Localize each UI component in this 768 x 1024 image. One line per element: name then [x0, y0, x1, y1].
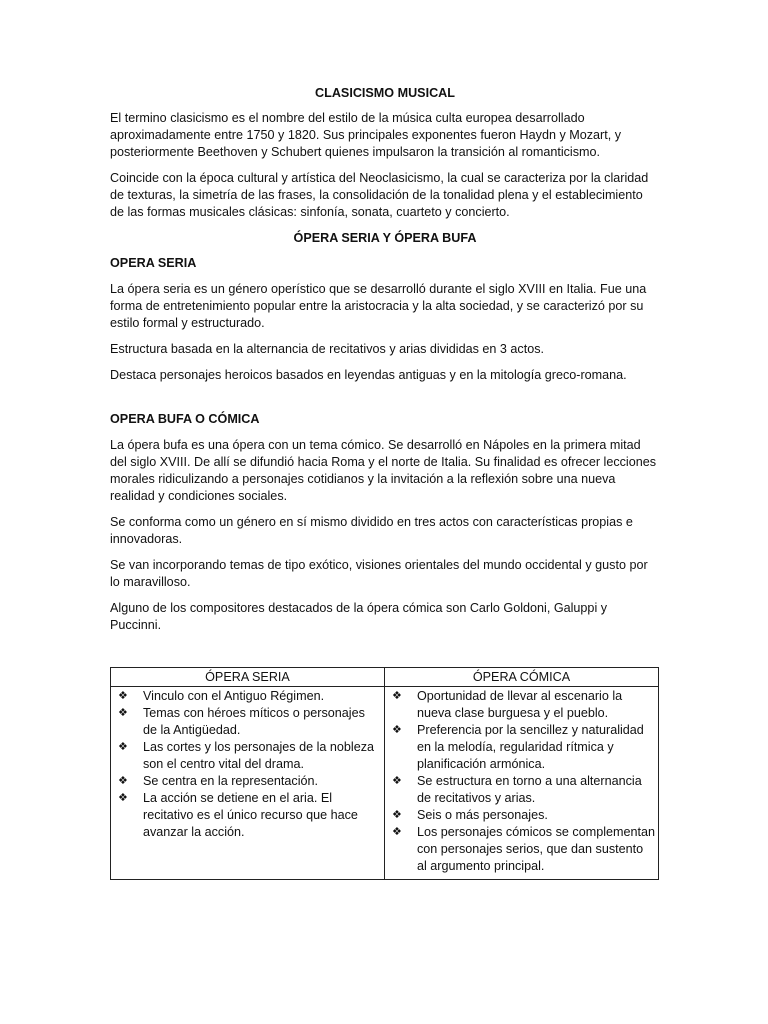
list-item: ❖ Los personajes cómicos se complementan con personajes serios, que dan sustento al argumento principal. [392, 825, 656, 873]
diamond-bullet-icon: ❖ [118, 690, 128, 702]
diamond-bullet-icon: ❖ [118, 775, 128, 787]
comparison-table [110, 667, 659, 880]
opera-bufa-paragraph-3: Se van incorporando temas de tipo exótico, visiones orientales del mundo occidental y gusto por lo maravilloso. [110, 558, 648, 589]
list-item: ❖ Las cortes y los personajes de la nobleza son el centro vital del drama. [118, 740, 375, 771]
diamond-bullet-icon: ❖ [118, 741, 128, 753]
seria-features-cell [111, 687, 385, 880]
list-item: ❖ La acción se detiene en el aria. El recitativo es el único recurso que hace avanzar la acción. [118, 791, 358, 839]
document-body [110, 85, 660, 880]
table-header-comica: ÓPERA CÓMICA [385, 668, 659, 687]
opera-seria-paragraph-2: Estructura basada en la alternancia de recitativos y arias divididas en 3 actos. [110, 342, 545, 356]
comica-features-cell [385, 687, 659, 880]
list-item: ❖ Se estructura en torno a una alternancia de recitativos y arias. [392, 774, 642, 805]
diamond-bullet-icon: ❖ [392, 775, 402, 787]
document-title: CLASICISMO MUSICAL [315, 86, 455, 100]
opera-bufa-paragraph-4: Alguno de los compositores destacados de la ópera cómica son Carlo Goldoni, Galuppi y Puccinni. [110, 601, 608, 632]
diamond-bullet-icon: ❖ [118, 707, 128, 719]
section-subtitle: ÓPERA SERIA Y ÓPERA BUFA [293, 231, 477, 245]
diamond-bullet-icon: ❖ [392, 724, 402, 736]
list-item: ❖ Se centra en la representación. [118, 774, 319, 788]
intro-paragraph-2: Coincide con la época cultural y artística del Neoclasicismo, la cual se caracteriza por la claridad de texturas, la simetría de las frases, la consolidación de la tonalidad plena y el establecimiento de las formas musicales clásicas: sinfonía, sonata, cuarteto y concierto. [110, 171, 649, 219]
diamond-bullet-icon: ❖ [392, 809, 402, 821]
diamond-bullet-icon: ❖ [392, 826, 402, 838]
opera-bufa-paragraph-2: Se conforma como un género en sí mismo dividido en tres actos con características propias e innovadoras. [110, 515, 633, 546]
opera-seria-paragraph-1: La ópera seria es un género operístico que se desarrolló durante el siglo XVIII en Italia. Fue una forma de entretenimiento popular entre la aristocracia y la alta sociedad, y se caracterizó por su estilo formal y estructurado. [110, 282, 647, 330]
list-item: ❖ Seis o más personajes. [392, 808, 548, 822]
opera-bufa-heading: OPERA BUFA O CÓMICA [110, 412, 260, 426]
list-item: ❖ Temas con héroes míticos o personajes de la Antigüedad. [118, 706, 365, 737]
list-item: ❖ Preferencia por la sencillez y naturalidad en la melodía, regularidad rítmica y planificación armónica. [392, 723, 644, 771]
intro-paragraph-1: El termino clasicismo es el nombre del estilo de la música culta europea desarrollado aproximadamente entre 1750 y 1820. Sus principales exponentes fueron Haydn y Mozart, y posteriormente Beethoven y Schubert quienes impulsaron la transición al romanticismo. [110, 111, 622, 159]
list-item: ❖ Oportunidad de llevar al escenario la nueva clase burguesa y el pueblo. [392, 689, 623, 720]
diamond-bullet-icon: ❖ [118, 792, 128, 804]
table-header-seria: ÓPERA SERIA [111, 668, 385, 687]
list-item: ❖ Vinculo con el Antiguo Régimen. [118, 689, 325, 703]
diamond-bullet-icon: ❖ [392, 690, 402, 702]
opera-seria-heading: OPERA SERIA [110, 256, 197, 270]
opera-bufa-paragraph-1: La ópera bufa es una ópera con un tema cómico. Se desarrolló en Nápoles en la primera mitad del siglo XVIII. De allí se difundió hacia Roma y el norte de Italia. Su finalidad es ofrecer lecciones morales ridiculizando a personajes cotidianos y la invitación a la reflexión sobre una nueva realidad y condiciones sociales. [110, 438, 657, 503]
opera-seria-paragraph-3: Destaca personajes heroicos basados en leyendas antiguas y en la mitología greco-romana. [110, 368, 627, 382]
